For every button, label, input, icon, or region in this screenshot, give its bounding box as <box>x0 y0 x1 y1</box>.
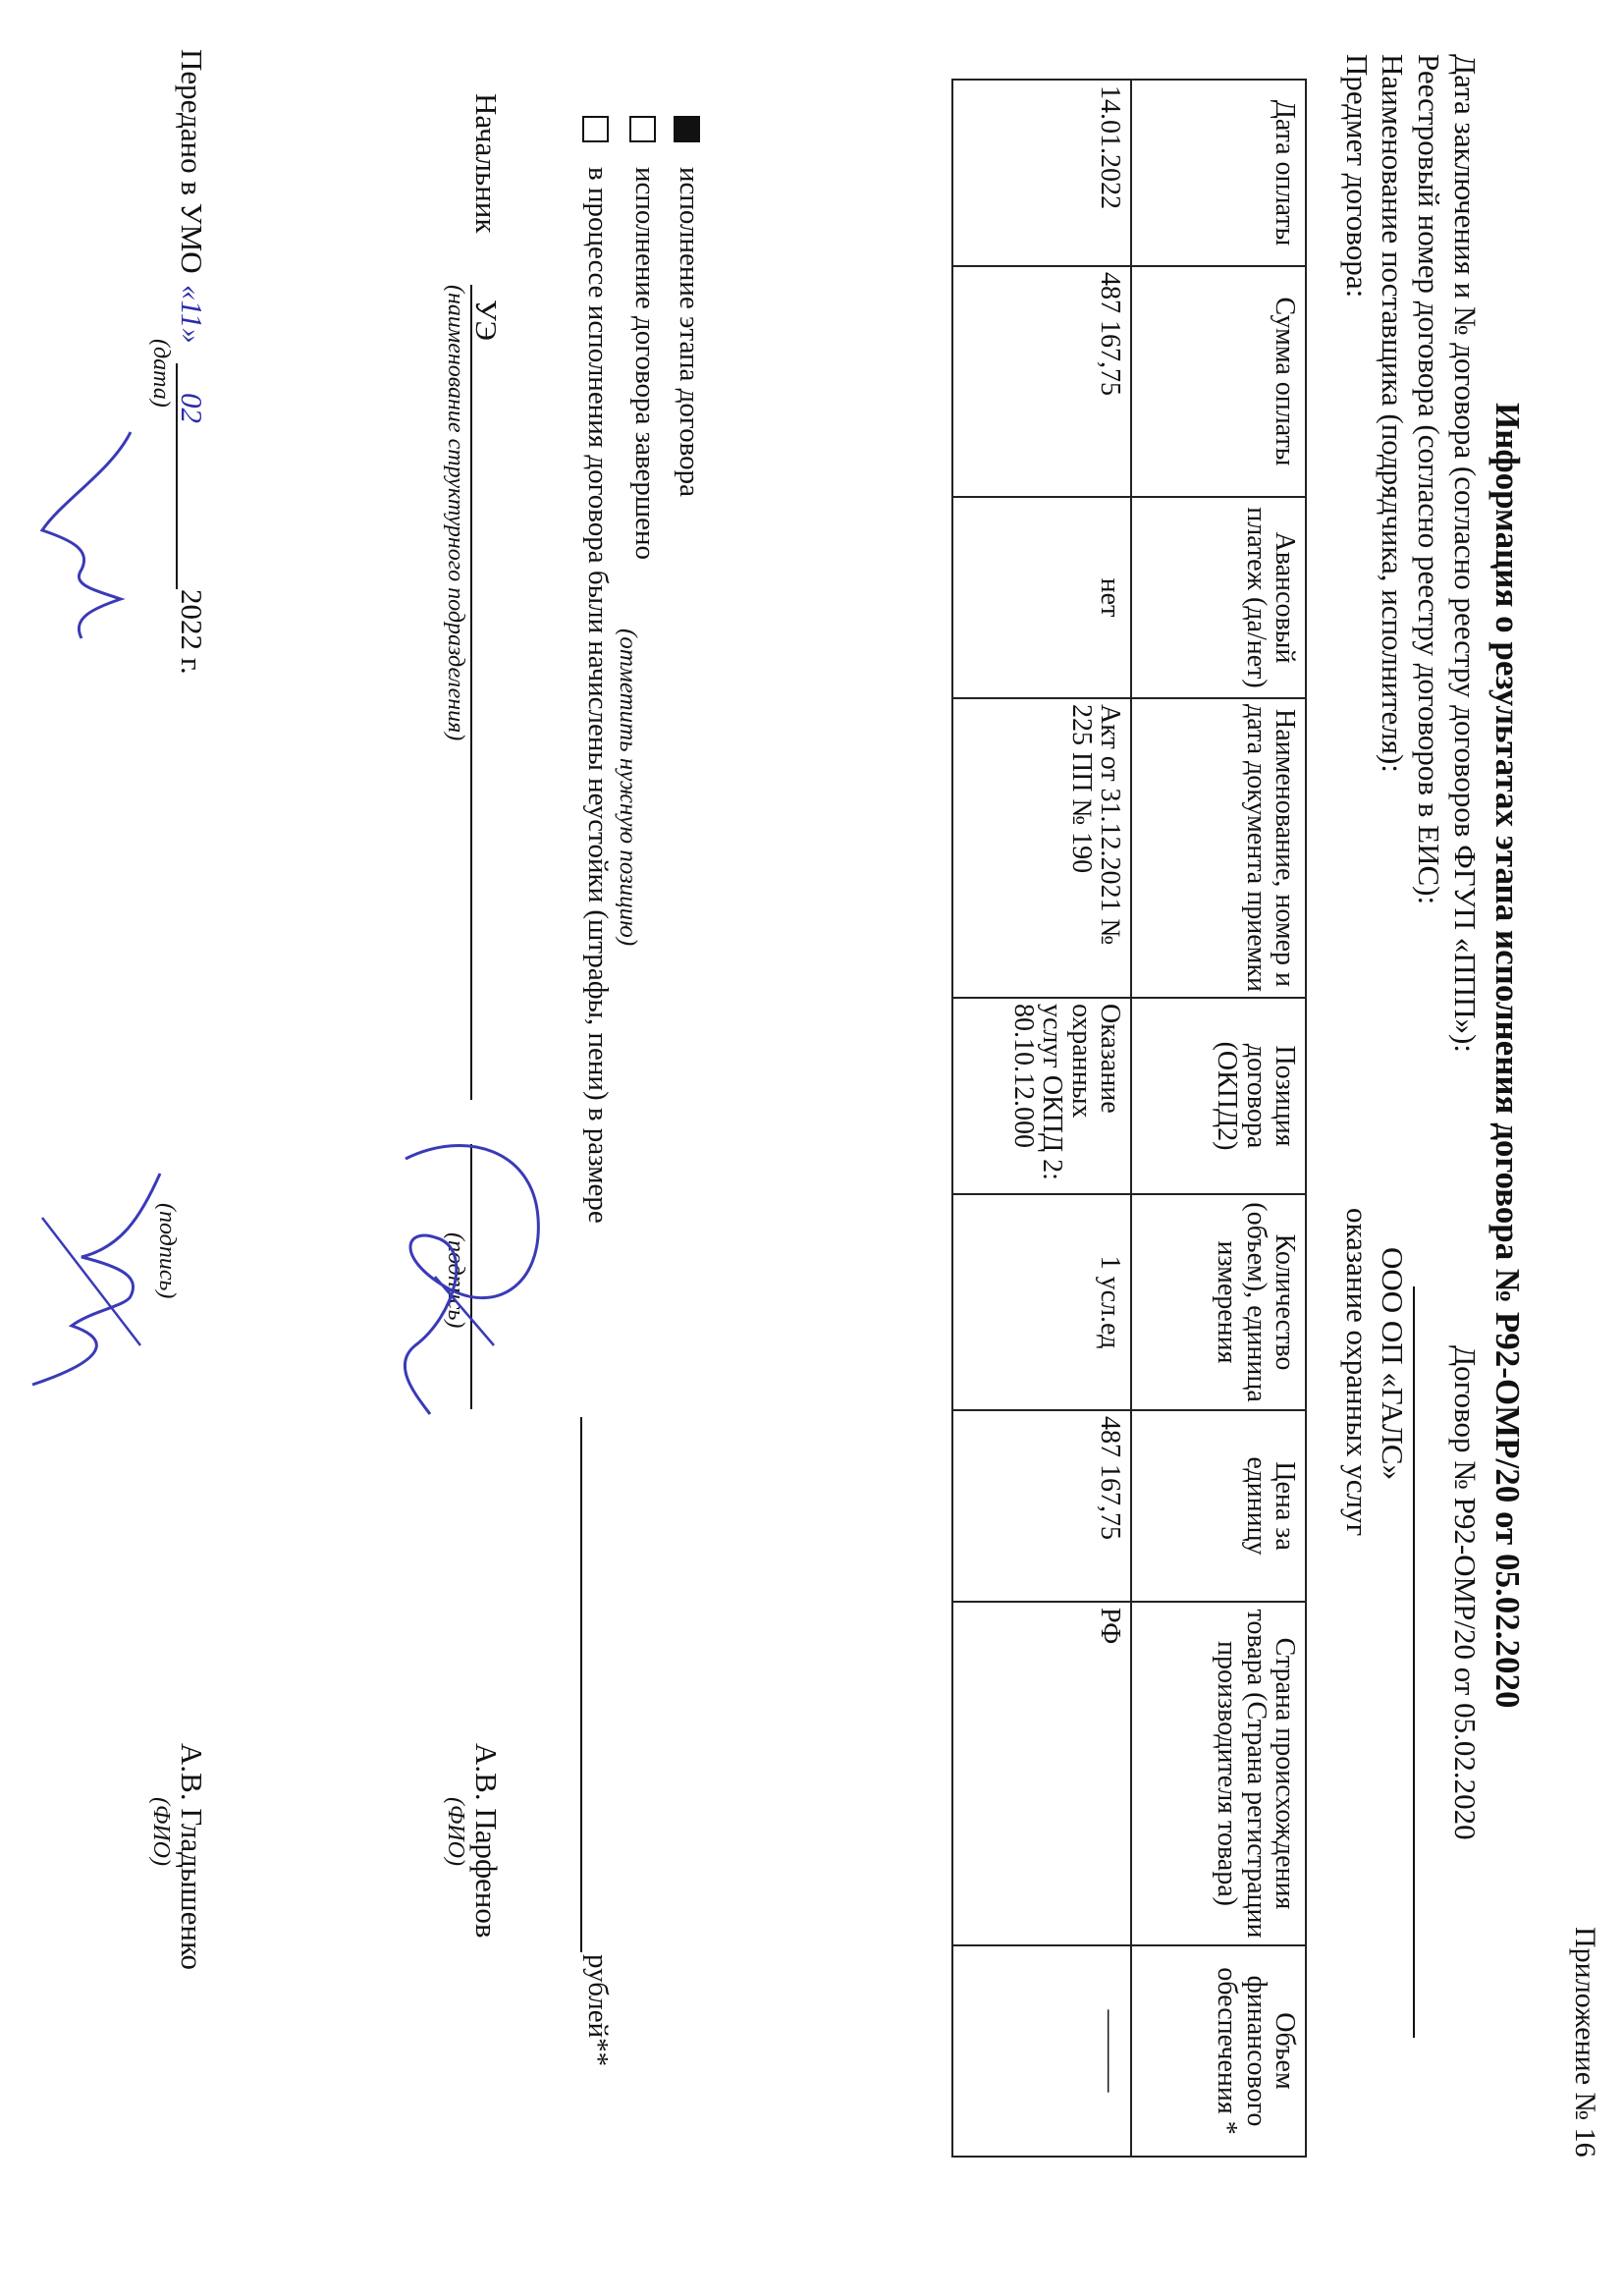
head-name: А.В. Парфенов <box>469 1743 504 1939</box>
option-penalties-label: в процессе исполнения договора были начислены неустойки (штрафы, пени) в размере <box>582 167 614 1224</box>
head-unit-caption: (наименование структурного подразделения) <box>443 285 468 741</box>
cell-contract-position: Оказание охранных услуг ОКПД 2: 80.10.12.000 <box>952 998 1131 1194</box>
transfer-name: А.В. Гладышенко <box>175 1743 209 1970</box>
head-unit: УЭ <box>469 300 504 342</box>
head-unit-underline <box>470 285 472 1100</box>
header-acceptance-document: Наименование, номер и дата документа приемки <box>1131 698 1306 998</box>
cell-payment-amount: 487 167,75 <box>952 266 1131 497</box>
transfer-month: 02 <box>175 393 209 423</box>
field-registry-number-label: Реестровый номер договора (согласно реестру договоров в ЕИС): <box>1412 54 1446 905</box>
document-title: Информация о результатах этапа исполнения договора № Р92-ОМР/20 от 05.02.2020 <box>1488 403 1527 1709</box>
field-contract-date-label: Дата заключения и № договора (согласно реестру договоров ФГУП «ППП»): <box>1448 54 1483 1053</box>
field-contract-date-value: Договор № Р92-ОМР/20 от 05.02.2020 <box>1448 1345 1483 1840</box>
transfer-name-caption: (ФИО) <box>148 1797 174 1866</box>
head-signature-image <box>356 1120 553 1434</box>
option-penalties-checkbox[interactable] <box>582 116 609 142</box>
table-header-row <box>1131 80 1306 2157</box>
transfer-day: «11» <box>175 285 209 344</box>
appendix-label: Приложение № 16 <box>1569 1927 1601 2158</box>
header-contract-position: Позиция договора (ОКПД2) <box>1131 998 1306 1194</box>
header-payment-date: Дата оплаты <box>1131 80 1306 266</box>
field-subject-label: Предмет договора: <box>1340 54 1375 299</box>
field-subject-value: оказание охранных услуг <box>1340 1208 1375 1537</box>
cell-unit-price: 487 167,75 <box>952 1410 1131 1602</box>
field-supplier-value: ООО ОП «ГАЛС» <box>1376 1247 1410 1481</box>
transfer-year: 2022 г. <box>175 589 209 675</box>
head-signature-caption: (подпись) <box>443 1232 468 1329</box>
header-unit-price: Цена за единицу <box>1131 1410 1306 1602</box>
cell-country-of-origin: РФ <box>952 1602 1131 1945</box>
transfer-date-signature-image <box>23 422 150 648</box>
transfer-signature-caption: (подпись) <box>154 1203 180 1299</box>
transfer-label: Передано в УМО <box>175 49 209 274</box>
field-supplier-label: Наименование поставщика (подрядчика, исполнителя): <box>1376 54 1410 773</box>
transfer-month-underline <box>176 363 178 589</box>
head-name-caption: (ФИО) <box>443 1797 468 1866</box>
penalty-unit: рублей** <box>582 1954 614 2067</box>
cell-financial-security: ——— <box>952 1945 1131 2157</box>
option-stage-label: исполнение этапа договора <box>674 167 705 497</box>
results-table <box>951 79 1307 2158</box>
mark-hint: (отметить нужную позицию) <box>615 629 641 947</box>
registry-number-underline <box>1413 1286 1415 2038</box>
option-completed-checkbox[interactable] <box>629 116 656 142</box>
transfer-date-caption: (дата) <box>148 339 174 408</box>
cell-advance-payment: нет <box>952 497 1131 698</box>
cell-quantity: 1 усл.ед <box>952 1194 1131 1410</box>
header-quantity: Количество (объем), единица измерения <box>1131 1194 1306 1410</box>
cell-payment-date: 14.01.2022 <box>952 80 1131 266</box>
option-stage-checkbox[interactable] <box>674 116 700 142</box>
header-advance-payment: Авансовый платеж (да/нет) <box>1131 497 1306 698</box>
option-completed-label: исполнение договора завершено <box>629 167 661 561</box>
penalty-amount-underline <box>580 1417 582 1952</box>
head-label: Начальник <box>469 93 504 234</box>
header-financial-security: Объем финансового обеспечения * <box>1131 1945 1306 2157</box>
header-country-of-origin: Страна происхождения товара (Страна регистрации производителя товара) <box>1131 1602 1306 1945</box>
table-row <box>952 80 1131 2157</box>
transfer-signature-image <box>13 1159 180 1404</box>
header-payment-amount: Сумма оплаты <box>1131 266 1306 497</box>
cell-acceptance-document: Акт от 31.12.2021 № 225 ПП № 190 <box>952 698 1131 998</box>
